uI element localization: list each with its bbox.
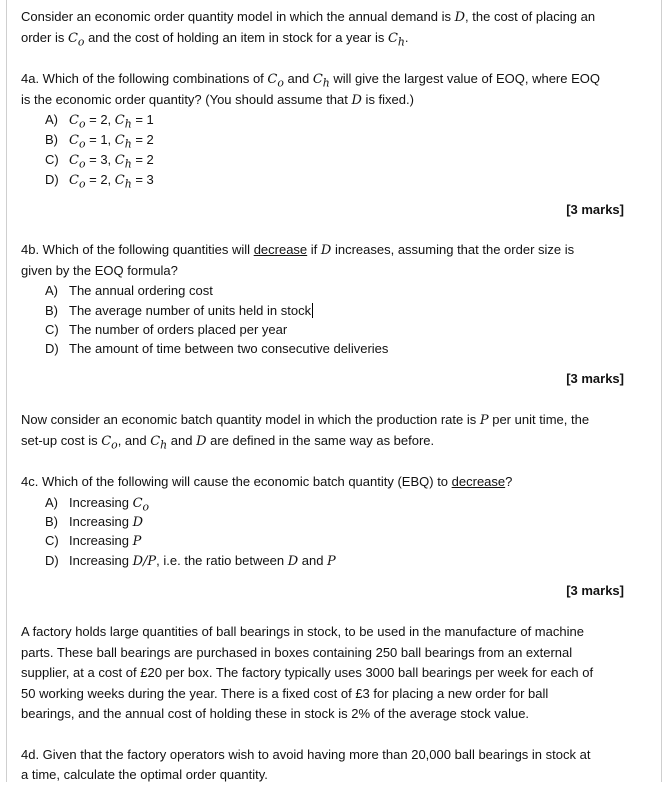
- q4c-option-b[interactable]: B) Increasing D: [45, 514, 144, 530]
- factory-line-1: A factory holds large quantities of ball bearings in stock, to be used in the manufacture of machine: [21, 624, 584, 639]
- q4b-option-b[interactable]: B) The average number of units held in stock: [45, 303, 312, 318]
- q4b-line-1: 4b. Which of the following quantities will decrease if D increases, assuming that the order size is: [21, 242, 575, 258]
- q4d-line-2: a time, calculate the optimal order quantity.: [21, 767, 268, 782]
- factory-line-5: bearings, and the annual cost of holding these in stock is 2% of the average stock value.: [21, 706, 530, 721]
- q4a-option-b[interactable]: B) $C_o = 1$, $C_h = 2$: [45, 132, 154, 151]
- q4b-option-a[interactable]: A) The annual ordering cost: [45, 283, 213, 298]
- ebq-intro-line-1: Now consider an economic batch quantity model in which the production rate is P per unit time, the: [21, 412, 590, 428]
- q4c-line-1: 4c. Which of the following will cause the economic batch quantity (EBQ) to decrease?: [21, 474, 513, 489]
- q4c-option-a[interactable]: A) Increasing $C_o$: [45, 495, 150, 514]
- q4a-option-a[interactable]: A) $C_o = 2$, $C_h = 1$: [45, 112, 154, 131]
- q4d-line-1: 4d. Given that the factory operators wish to avoid having more than 20,000 ball bearings in stock at: [21, 747, 591, 762]
- q4b-marks: [3 marks]: [566, 371, 624, 386]
- q4b-option-d[interactable]: D) The amount of time between two consecutive deliveries: [45, 341, 389, 356]
- ebq-intro-line-2: set-up cost is $C_o$, and $C_h$ and D are defined in the same way as before.: [21, 433, 435, 452]
- q4b-option-c[interactable]: C) The number of orders placed per year: [45, 322, 288, 337]
- factory-line-3: supplier, at a cost of £20 per box. The factory typically uses 3000 ball bearings per week for each of: [21, 665, 594, 680]
- factory-line-2: parts. These ball bearings are purchased in boxes containing 250 ball bearings from an external: [21, 645, 573, 660]
- q4b-line-2: given by the EOQ formula?: [21, 263, 178, 278]
- q4c-option-c[interactable]: C) Increasing P: [45, 533, 142, 549]
- q4c-option-d[interactable]: D) Increasing D/P, i.e. the ratio between D and P: [45, 553, 336, 569]
- intro-line-1: Consider an economic order quantity model in which the annual demand is D, the cost of placing an: [21, 9, 596, 25]
- q4a-option-c[interactable]: C) $C_o = 3$, $C_h = 2$: [45, 152, 154, 171]
- factory-line-4: 50 working weeks during the year. There is a fixed cost of £3 for placing a new order for ball: [21, 686, 549, 701]
- q4a-option-d[interactable]: D) $C_o = 2$, $C_h = 3$: [45, 172, 154, 191]
- q4c-marks: [3 marks]: [566, 583, 624, 598]
- text-cursor: [312, 303, 313, 318]
- intro-line-2: order is $C_o$ and the cost of holding an item in stock for a year is $C_h$.: [21, 30, 409, 49]
- q4a-marks: [3 marks]: [566, 202, 624, 217]
- q4a-line-2: is the economic order quantity? (You should assume that D is fixed.): [21, 92, 414, 108]
- q4a-line-1: 4a. Which of the following combinations of $C_o$ and $C_h$ will give the largest value of EOQ, where EOQ: [21, 71, 600, 90]
